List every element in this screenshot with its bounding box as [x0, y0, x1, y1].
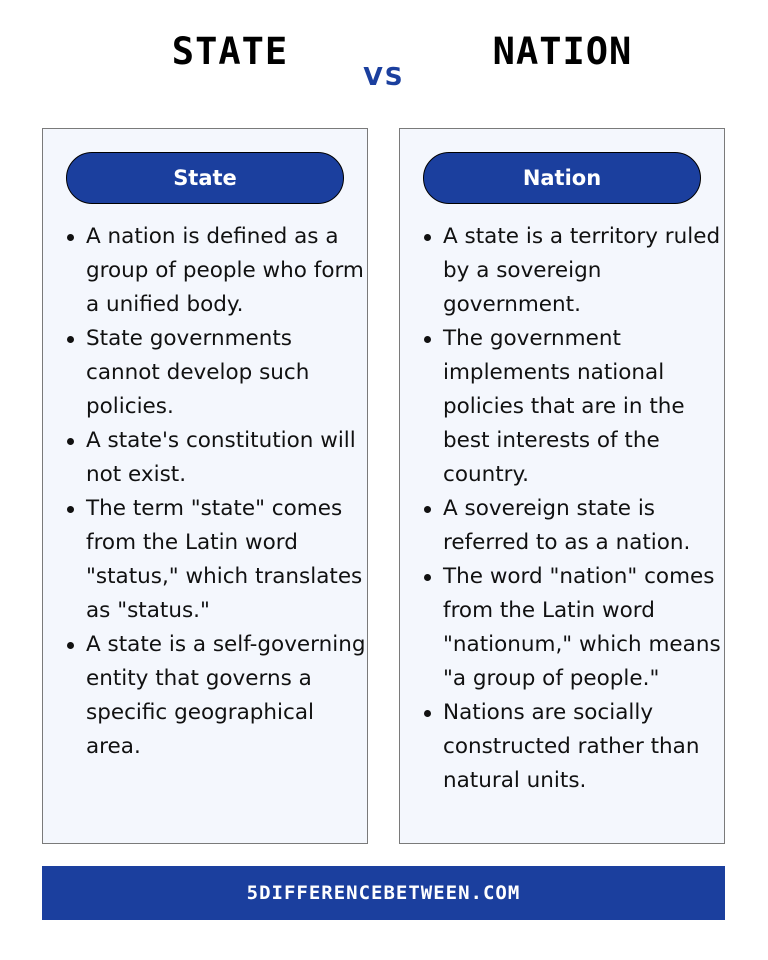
nation-panel [399, 128, 725, 844]
state-bullet-item: A state's constitution will not exist. [65, 424, 367, 492]
state-heading-pill: State [66, 152, 344, 204]
nation-bullet-item: A state is a territory ruled by a sovereign government. [422, 220, 724, 322]
nation-bullet-item: Nations are socially constructed rather than natural units. [422, 696, 724, 798]
state-bullet-item: The term "state" comes from the Latin word "status," which translates as "status." [65, 492, 367, 628]
state-bullet-list [65, 220, 367, 764]
state-bullet-item: A state is a self-governing entity that governs a specific geographical area. [65, 628, 367, 764]
nation-bullet-item: The word "nation" comes from the Latin word "nationum," which means "a group of people." [422, 560, 724, 696]
nation-bullet-item: A sovereign state is referred to as a nation. [422, 492, 724, 560]
state-bullet-item: State governments cannot develop such policies. [65, 322, 367, 424]
footer-banner: 5DIFFERENCEBETWEEN.COM [42, 866, 725, 920]
nation-heading-pill: Nation [423, 152, 701, 204]
left-title: STATE [171, 30, 289, 73]
nation-bullet-list [422, 220, 724, 798]
state-bullet-item: A nation is defined as a group of people who form a unified body. [65, 220, 367, 322]
right-title: NATION [492, 30, 633, 73]
nation-bullet-item: The government implements national policies that are in the best interests of the country. [422, 322, 724, 492]
state-panel [42, 128, 368, 844]
vs-label: VS [363, 62, 405, 91]
